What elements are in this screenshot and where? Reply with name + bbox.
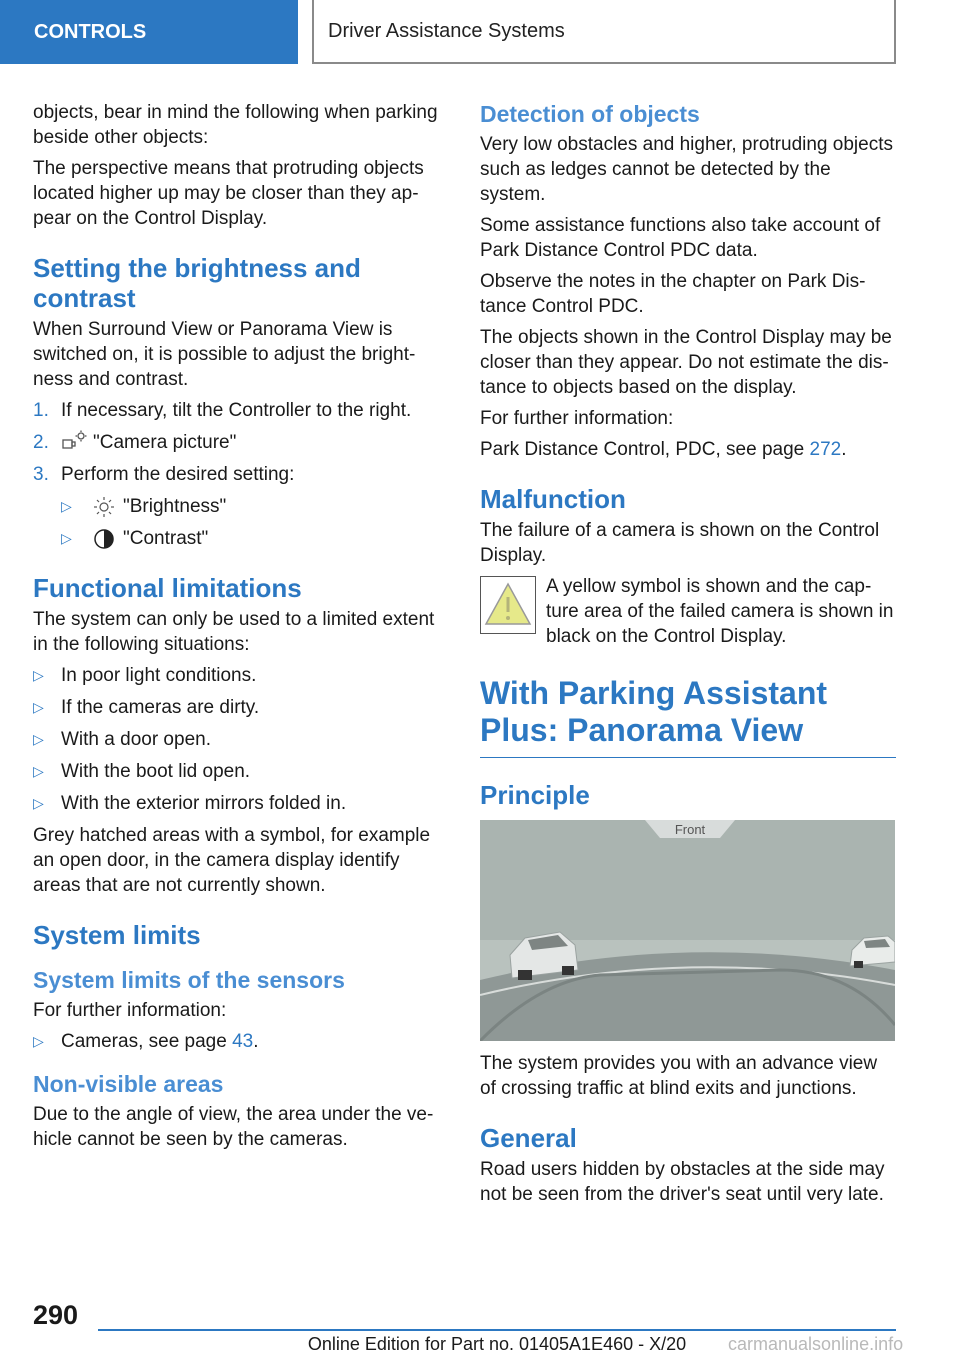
triangle-bullet-icon: ▷ (33, 795, 44, 811)
right-column (480, 100, 896, 1213)
sensors-text: For further information: (33, 1000, 227, 1021)
period: . (253, 1031, 259, 1052)
footer-watermark: carmanualsonline.info (728, 1334, 904, 1354)
principle-text: The system provides you with an advance view of crossing traffic at blind exits and junctions. (480, 1053, 878, 1099)
triangle-bullet-icon: ▷ (33, 699, 44, 715)
step-text: If necessary, tilt the Controller to the right. (61, 400, 412, 421)
brightness-icon (91, 496, 117, 518)
substep-item (61, 526, 443, 551)
nonvisible-text: Due to the angle of view, the area under the vehicle cannot be seen by the cameras. (33, 1104, 434, 1150)
left-column (33, 100, 443, 1158)
nonvisible-heading: Non-visible areas (33, 1071, 224, 1097)
step-item (33, 462, 443, 487)
triangle-bullet-icon: ▷ (33, 763, 44, 779)
list-item-text: With a door open. (61, 729, 211, 750)
footer-divider (98, 1329, 896, 1331)
warning-text: A yellow symbol is shown and the capture area of the failed camera is shown in black on the Control Display. (546, 576, 894, 647)
header-section-label: CONTROLS (34, 20, 147, 43)
list-item (33, 663, 443, 688)
malfunction-heading: Malfunction (480, 484, 626, 514)
detection-p4: The objects shown in the Control Display may be closer than they appear. Do not estimate the distance to objects based on the display. (480, 327, 892, 398)
step-number: 1. (33, 400, 49, 421)
detection-p5: For further information: (480, 408, 674, 429)
panorama-view-image (480, 820, 895, 1041)
substep-text: "Brightness" (123, 496, 227, 517)
limitations-heading: Functional limitations (33, 573, 302, 603)
list-item (33, 1029, 443, 1054)
header-section (0, 0, 298, 64)
list-item-text: If the cameras are dirty. (61, 697, 260, 718)
list-item (33, 695, 443, 720)
detection-p6 (480, 437, 896, 462)
list-item-text (61, 1029, 259, 1054)
list-item (33, 727, 443, 752)
list-item (33, 791, 443, 816)
list-item-text: With the boot lid open. (61, 761, 251, 782)
page-link-272[interactable]: 272 (809, 439, 842, 460)
step-number: 2. (33, 432, 49, 453)
contrast-icon (91, 528, 117, 550)
substep-text: "Contrast" (123, 528, 209, 549)
page-number: 290 (33, 1300, 79, 1330)
step-number: 3. (33, 464, 49, 485)
triangle-bullet-icon: ▷ (33, 1033, 44, 1049)
warning-triangle-icon (480, 576, 536, 634)
step-item (33, 398, 443, 423)
pdc-ref-text: Park Distance Control, PDC, see page (480, 439, 810, 460)
step-text: "Camera picture" (93, 432, 237, 453)
general-text: Road users hidden by obstacles at the side may not be seen from the driver's seat until very late. (480, 1159, 885, 1205)
front-label: Front (674, 822, 706, 837)
brightness-text: When Surround View or Panorama View is switched on, it is possible to adjust the brightness and contrast. (33, 319, 416, 390)
list-item-text: In poor light conditions. (61, 665, 257, 686)
detection-p1: Very low obstacles and higher, protruding objects such as ledges cannot be detected by the system. (480, 134, 893, 205)
brightness-steps (33, 398, 443, 551)
system-limits-heading: System limits (33, 920, 201, 950)
principle-heading: Principle (480, 780, 590, 810)
step-item (33, 430, 443, 455)
detection-heading: Detection of objects (480, 101, 700, 127)
brightness-heading: Setting the brightness and contrast (33, 253, 361, 313)
period: . (841, 439, 847, 460)
camera-settings-icon (61, 430, 87, 452)
detection-p2: Some assistance functions also take account of Park Distance Control PDC data. (480, 215, 881, 261)
substep-item (61, 494, 443, 519)
malfunction-text: The failure of a camera is shown on the Control Display. (480, 520, 880, 566)
step-text: Perform the desired setting: (61, 464, 295, 485)
sensors-heading: System limits of the sensors (33, 967, 345, 993)
intro-paragraph-1: objects, bear in mind the following when parking beside other objects: (33, 102, 438, 148)
list-item-text: With the exterior mirrors folded in. (61, 793, 347, 814)
triangle-bullet-icon: ▷ (61, 530, 72, 546)
limitations-after: Grey hatched areas with a symbol, for example an open door, in the camera display identify areas that are not currently shown. (33, 825, 431, 896)
cameras-ref-text: Cameras, see page (61, 1031, 233, 1052)
limitations-list (33, 663, 443, 816)
triangle-bullet-icon: ▷ (33, 731, 44, 747)
page-link-43[interactable]: 43 (232, 1031, 254, 1052)
panorama-heading: With Parking Assistant Plus: Panorama View (480, 675, 896, 758)
detection-p3: Observe the notes in the chapter on Park Distance Control PDC. (480, 271, 866, 317)
list-item (33, 759, 443, 784)
limitations-text: The system can only be used to a limited extent in the following situations: (33, 609, 435, 655)
triangle-bullet-icon: ▷ (61, 498, 72, 514)
header-chapter (312, 0, 896, 64)
intro-paragraph-2: The perspective means that protruding objects located higher up may be closer than they appear on the Control Display. (33, 158, 424, 229)
triangle-bullet-icon: ▷ (33, 667, 44, 683)
general-heading: General (480, 1123, 577, 1153)
header-chapter-label: Driver Assistance Systems (328, 19, 565, 42)
footer-edition: Online Edition for Part no. 01405A1E460 - X/20 (307, 1334, 687, 1354)
warning-note (480, 574, 896, 649)
